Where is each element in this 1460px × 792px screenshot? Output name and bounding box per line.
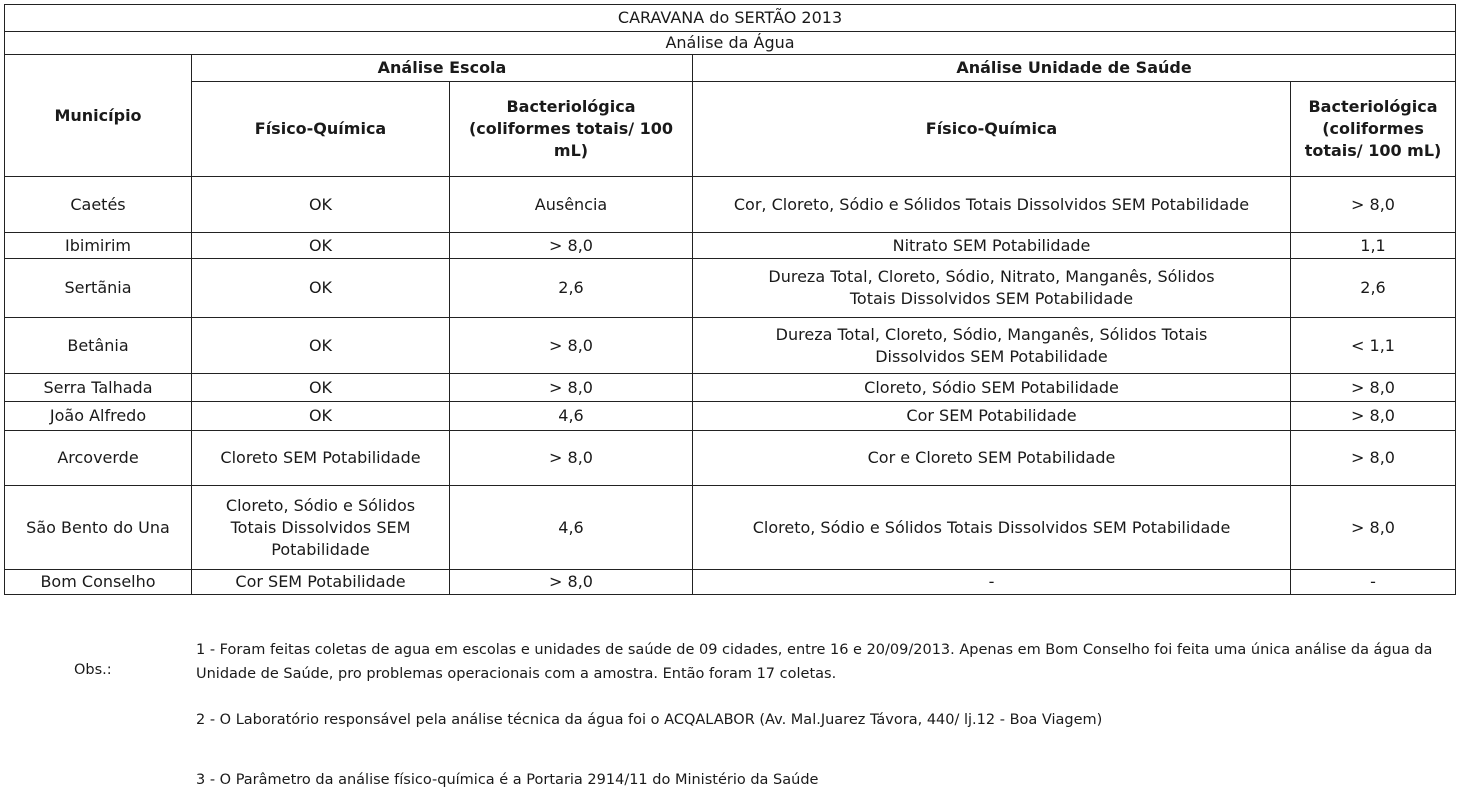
table-row [5,177,1456,233]
header-unidade-bacteriologica: Bacteriológica (coliformes totais/ 100 mL) [1291,82,1456,177]
note-2: 2 - O Laboratório responsável pela análise técnica da água foi o ACQALABOR (Av. Mal.Juarez Távora, 440/ lj.12 - Boa Viagem) [196,712,1103,728]
note-3: 3 - O Parâmetro da análise físico-química é a Portaria 2914/11 do Ministério da Saúde [196,772,819,788]
table-row [5,233,1456,259]
cell-unidade-fisico-quimica: Cor SEM Potabilidade [693,402,1291,431]
cell-escola-fisico-quimica: OK [192,374,450,402]
cell-unidade-bacteriologica: < 1,1 [1291,318,1456,374]
table-row [5,402,1456,431]
cell-unidade-bacteriologica: > 8,0 [1291,374,1456,402]
cell-escola-bacteriologica: 4,6 [450,402,693,431]
cell-unidade-fisico-quimica: Nitrato SEM Potabilidade [693,233,1291,259]
cell-escola-fisico-quimica: OK [192,318,450,374]
cell-municipio: Serra Talhada [5,374,192,402]
table-row [5,318,1456,374]
cell-escola-fisico-quimica: Cor SEM Potabilidade [192,570,450,595]
cell-municipio: João Alfredo [5,402,192,431]
table-row [5,259,1456,318]
table-row [5,374,1456,402]
cell-escola-fisico-quimica: OK [192,233,450,259]
header-unidade-fisico-quimica: Físico-Química [693,82,1291,177]
note-1: 1 - Foram feitas coletas de agua em escolas e unidades de saúde de 09 cidades, entre 16 e 20/09/2013. Apenas em Bom Conselho foi feita uma única análise da água da Unidade de Saúde, pro problemas operacionais com a amostra. Então foram 17 coletas. [196,642,1433,682]
cell-escola-bacteriologica: > 8,0 [450,570,693,595]
cell-unidade-bacteriologica: 1,1 [1291,233,1456,259]
cell-unidade-fisico-quimica: Dureza Total, Cloreto, Sódio, Manganês, Sólidos Totais Dissolvidos SEM Potabilidade [693,318,1291,374]
cell-escola-fisico-quimica: OK [192,177,450,233]
cell-unidade-fisico-quimica: Dureza Total, Cloreto, Sódio, Nitrato, Manganês, Sólidos Totais Dissolvidos SEM Potabilidade [693,259,1291,318]
cell-unidade-bacteriologica: > 8,0 [1291,177,1456,233]
cell-unidade-bacteriologica: 2,6 [1291,259,1456,318]
water-analysis-table [4,4,1456,595]
cell-municipio: São Bento do Una [5,486,192,570]
cell-municipio: Bom Conselho [5,570,192,595]
cell-escola-bacteriologica: 4,6 [450,486,693,570]
cell-unidade-bacteriologica: > 8,0 [1291,431,1456,486]
cell-municipio: Betânia [5,318,192,374]
cell-escola-bacteriologica: > 8,0 [450,431,693,486]
cell-escola-bacteriologica: > 8,0 [450,318,693,374]
cell-escola-fisico-quimica: Cloreto, Sódio e Sólidos Totais Dissolvidos SEM Potabilidade [192,486,450,570]
table-subtitle: Análise da Água [5,32,1456,55]
cell-unidade-fisico-quimica: Cor e Cloreto SEM Potabilidade [693,431,1291,486]
table-row [5,570,1456,595]
header-analise-unidade: Análise Unidade de Saúde [693,55,1456,82]
obs-label: Obs.: [74,662,112,678]
cell-municipio: Arcoverde [5,431,192,486]
cell-escola-bacteriologica: > 8,0 [450,374,693,402]
cell-escola-fisico-quimica: Cloreto SEM Potabilidade [192,431,450,486]
cell-municipio: Sertãnia [5,259,192,318]
cell-municipio: Ibimirim [5,233,192,259]
cell-unidade-bacteriologica: - [1291,570,1456,595]
cell-escola-fisico-quimica: OK [192,259,450,318]
cell-unidade-bacteriologica: > 8,0 [1291,402,1456,431]
cell-municipio: Caetés [5,177,192,233]
header-municipio: Município [5,55,192,177]
header-escola-bacteriologica: Bacteriológica (coliformes totais/ 100 mL) [450,82,693,177]
cell-unidade-fisico-quimica: - [693,570,1291,595]
table-row [5,431,1456,486]
cell-escola-bacteriologica: > 8,0 [450,233,693,259]
cell-unidade-fisico-quimica: Cloreto, Sódio SEM Potabilidade [693,374,1291,402]
cell-escola-bacteriologica: 2,6 [450,259,693,318]
cell-escola-fisico-quimica: OK [192,402,450,431]
table-title: CARAVANA do SERTÃO 2013 [5,5,1456,32]
cell-escola-bacteriologica: Ausência [450,177,693,233]
table-row [5,486,1456,570]
cell-unidade-bacteriologica: > 8,0 [1291,486,1456,570]
cell-unidade-fisico-quimica: Cor, Cloreto, Sódio e Sólidos Totais Dissolvidos SEM Potabilidade [693,177,1291,233]
header-analise-escola: Análise Escola [192,55,693,82]
cell-unidade-fisico-quimica: Cloreto, Sódio e Sólidos Totais Dissolvidos SEM Potabilidade [693,486,1291,570]
header-escola-fisico-quimica: Físico-Química [192,82,450,177]
